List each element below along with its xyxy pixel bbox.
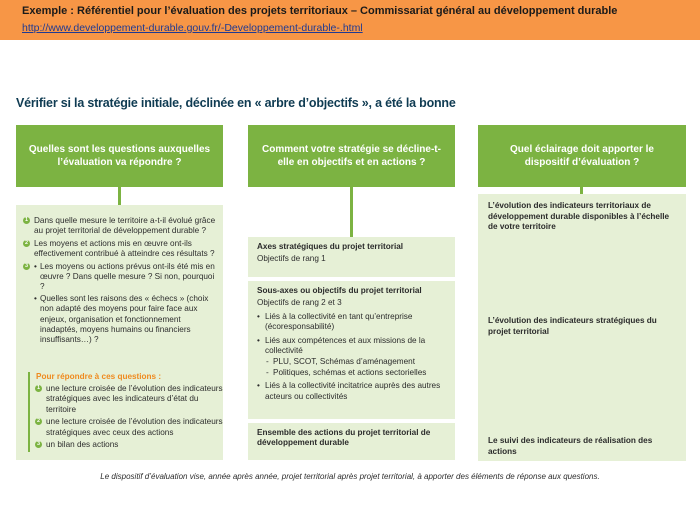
box-title: Ensemble des actions du projet territorial de développement durable	[257, 428, 431, 448]
list-item: - PLU, SCOT, Schémas d’aménagement	[265, 357, 446, 367]
list-item	[36, 384, 223, 415]
column-header-lighting	[478, 125, 686, 187]
answers-block	[28, 372, 223, 452]
sub-question: • Quelles sont les raisons des « échecs » (choix non adapté des moyens pour faire face aux enjeux, organisation et fonctionnement inadaptés, moyens humains ou financiers insuffisants…) ?	[34, 294, 217, 346]
column-header-label: Comment votre stratégie se décline-t-elle en objectifs et en actions ?	[262, 144, 441, 168]
sub-list	[265, 357, 446, 378]
list-item	[24, 239, 217, 260]
footer-caption: Le dispositif d’évaluation vise, année après année, projet territorial après projet territorial, à apporter des éléments de réponse aux questions.	[100, 472, 600, 481]
question-text: Dans quelle mesure le territoire a-t-il évolué grâce au projet territorial de développement durable ?	[34, 216, 216, 236]
column-header-label: Quelles sont les questions auxquelles l’évaluation va répondre ?	[28, 144, 211, 168]
number-badge: 3	[24, 262, 29, 269]
number-badge: 3	[36, 441, 41, 448]
box-text: Objectifs de rang 2 et 3	[257, 298, 342, 308]
objectives-list	[257, 312, 446, 402]
lighting-item: L’évolution des indicateurs territoriaux de développement durable disponibles à l’échelle de votre territoire	[478, 197, 686, 237]
box-text: Objectifs de rang 1	[257, 254, 326, 264]
page-title: Vérifier si la stratégie initiale, déclinée en « arbre d’objectifs », a été la bonne	[16, 96, 456, 110]
sub-question: • Les moyens ou actions prévus ont-ils été mis en œuvre ? Dans quelle mesure ? Si non, pourquoi ?	[34, 262, 217, 293]
connector-line	[350, 187, 353, 237]
list-item: - Politiques, schémas et actions sectorielles	[265, 368, 446, 378]
list-item	[36, 417, 223, 438]
question-text: Les moyens et actions mis en œuvre ont-ils effectivement contribué à atteindre ces résultats ?	[34, 238, 215, 259]
sub-axes-box	[248, 281, 455, 419]
actions-box	[248, 423, 455, 460]
header-banner	[0, 0, 700, 40]
column-header-label: Quel éclairage doit apporter le dispositif d’évaluation ?	[510, 144, 654, 168]
answers-list	[36, 384, 223, 450]
list-item	[36, 440, 223, 450]
list-item: • Liés à la collectivité incitatrice auprès des autres acteurs ou collectivités	[257, 381, 446, 402]
questions-list	[24, 216, 217, 348]
source-link[interactable]: http://www.developpement-durable.gouv.fr/-Developpement-durable-.html	[22, 22, 363, 34]
box-title: Axes stratégiques du projet territorial	[257, 242, 404, 251]
list-item	[24, 262, 217, 346]
banner-title: Exemple : Référentiel pour l’évaluation des projets territoriaux – Commissariat général au développement durable	[22, 5, 618, 17]
box-title: Sous-axes ou objectifs du projet territorial	[257, 286, 422, 295]
list-item: • Liés aux compétences et aux missions de la collectivité - PLU, SCOT, Schémas d’aménagement - Politiques, schémas et actions sectorielles	[257, 336, 446, 379]
answer-text: une lecture croisée de l’évolution des indicateurs stratégiques avec ceux des actions	[46, 417, 223, 437]
strategic-axes-box	[248, 237, 455, 277]
answer-text: un bilan des actions	[46, 440, 119, 450]
number-badge: 2	[24, 239, 29, 246]
lighting-item: Le suivi des indicateurs de réalisation des actions	[478, 432, 686, 461]
answer-text: une lecture croisée de l’évolution des indicateurs stratégiques avec les indicateurs d’état du territoire	[46, 384, 223, 414]
connector-line	[580, 187, 583, 194]
column-header-strategy	[248, 125, 455, 187]
lighting-item: L’évolution des indicateurs stratégiques du projet territorial	[478, 312, 686, 341]
column-header-questions	[16, 125, 223, 187]
list-item	[24, 216, 217, 237]
sub-question-list	[34, 262, 217, 346]
number-badge: 1	[24, 217, 29, 223]
number-badge: 1	[36, 385, 41, 391]
answers-title: Pour répondre à ces questions :	[36, 372, 162, 381]
list-item: • Liés à la collectivité en tant qu’entreprise (écoresponsabilité)	[257, 312, 446, 333]
connector-line	[118, 187, 121, 205]
number-badge: 2	[36, 418, 41, 425]
